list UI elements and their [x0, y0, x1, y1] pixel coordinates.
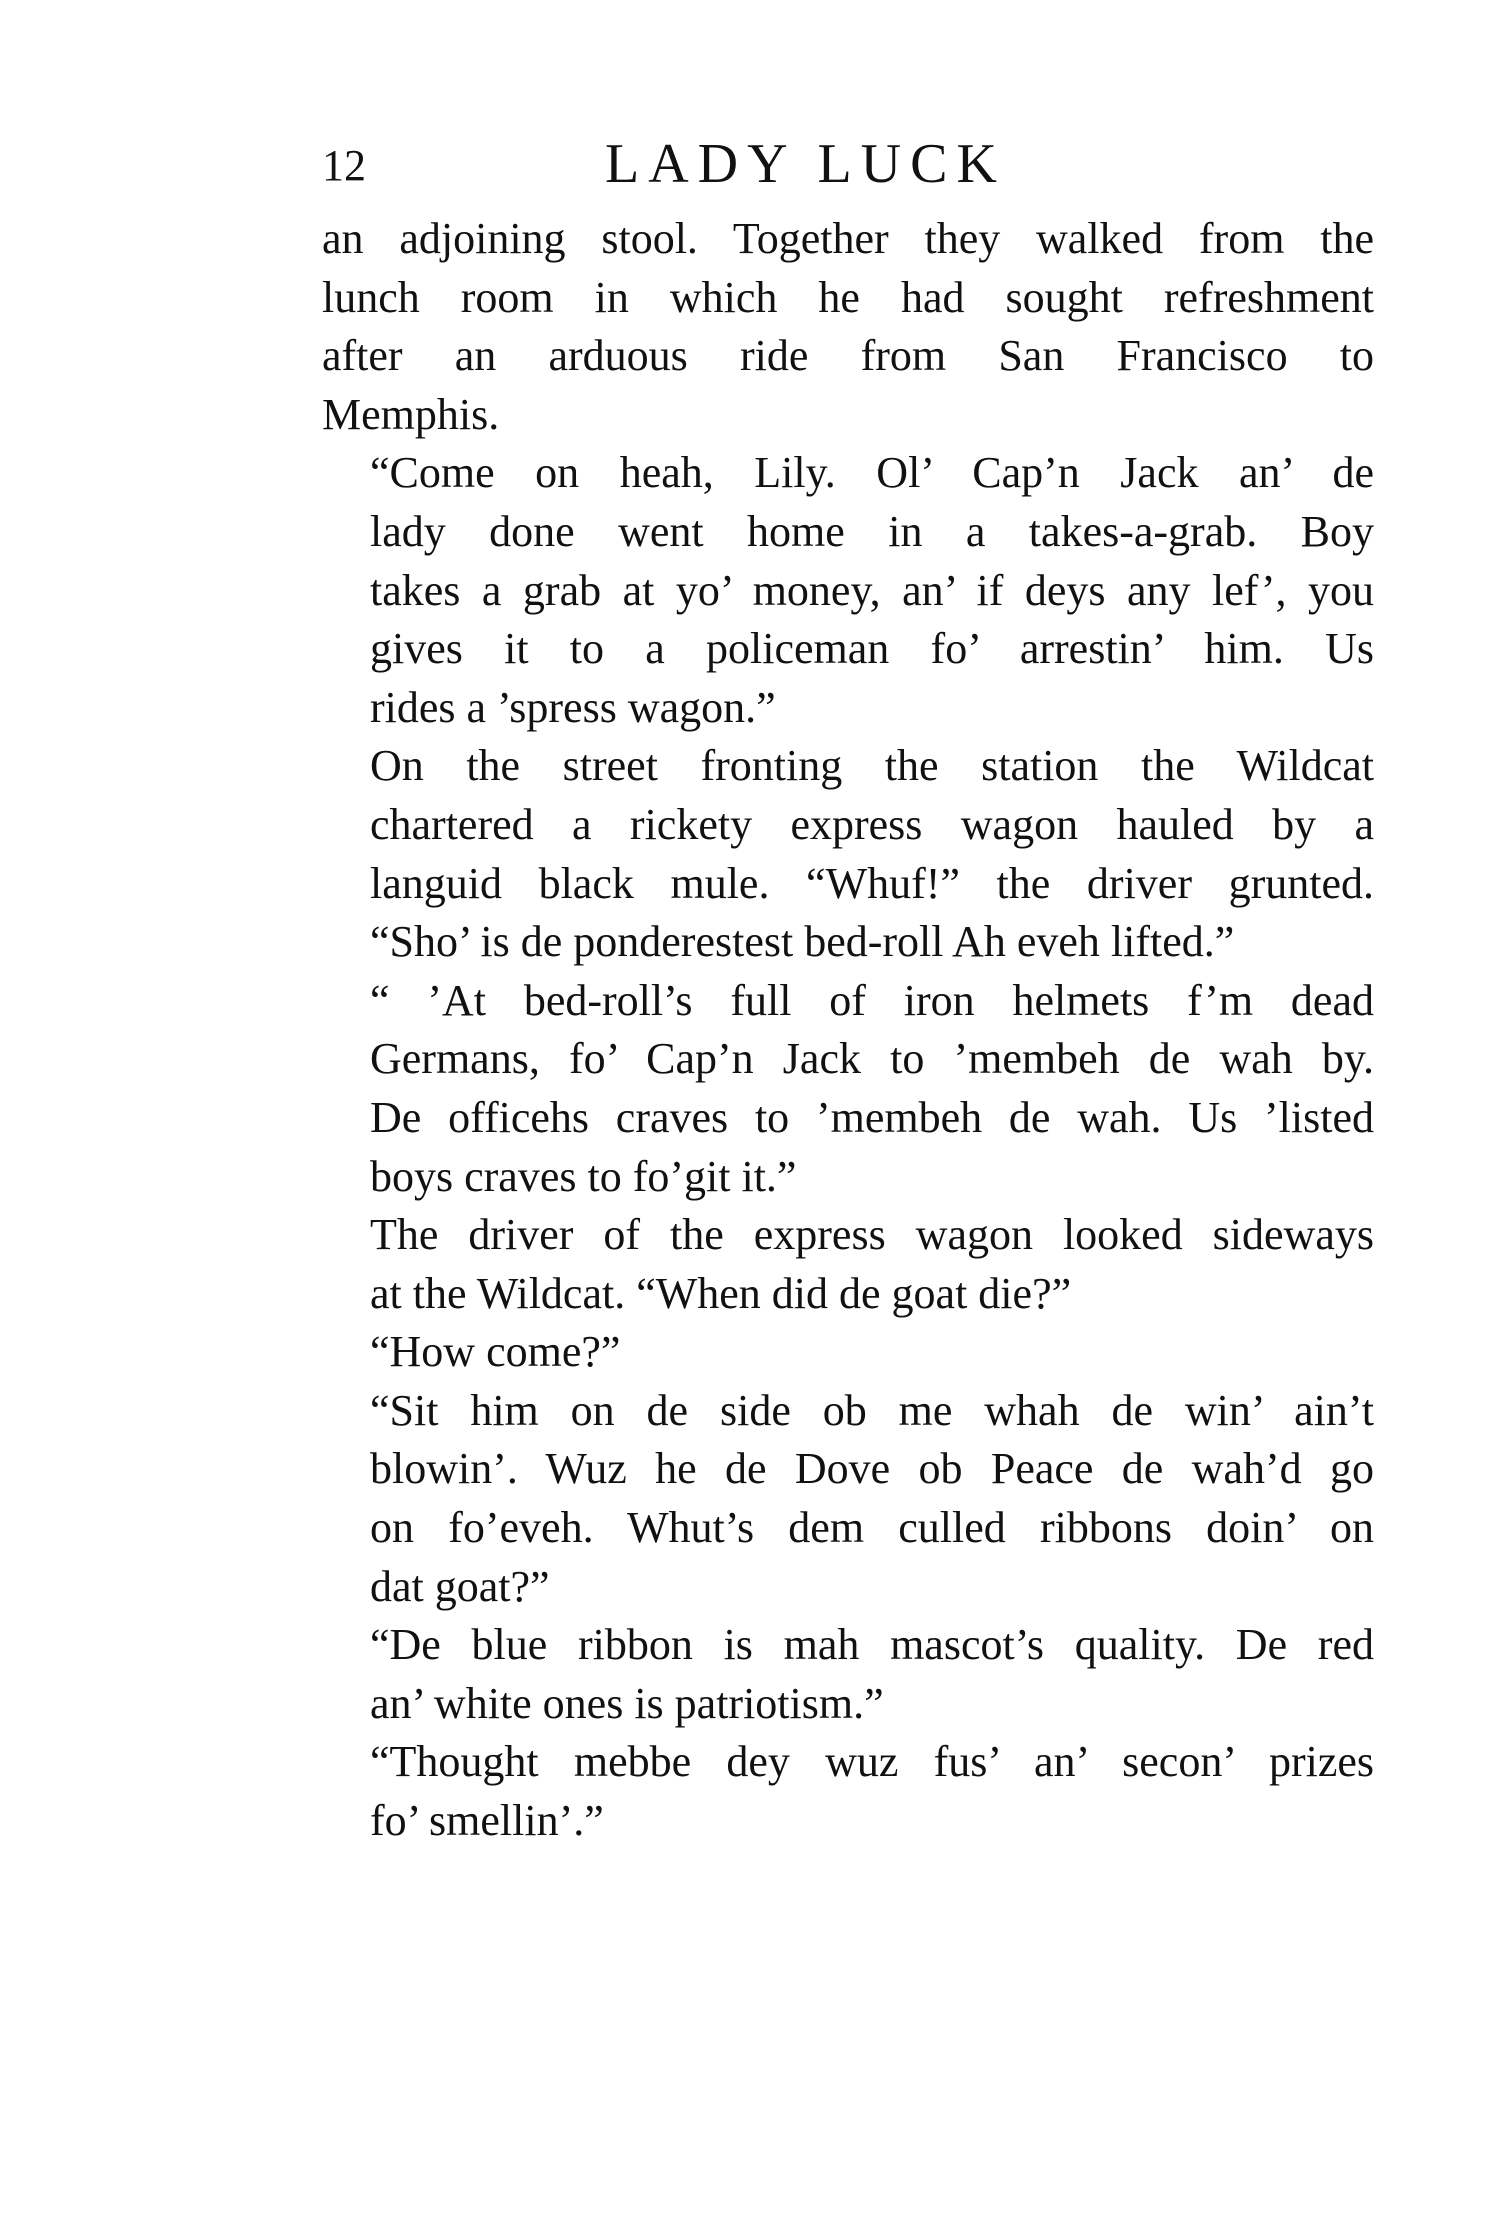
running-title: LADY LUCK	[605, 133, 1006, 195]
paragraph	[322, 737, 1374, 971]
paragraph	[322, 1616, 1374, 1733]
text-line: lady done went home in a takes-a-grab. Boy	[370, 506, 1374, 556]
text-line: “Come on heah, Lily. Ol’ Cap’n Jack an’ de	[370, 448, 1374, 498]
page-number: 12	[322, 141, 366, 190]
text-line: on fo’eveh. Whut’s dem culled ribbons doin’ on	[370, 1503, 1374, 1553]
text-line: languid black mule. “Whuf!” the driver grunted.	[370, 858, 1374, 908]
text-line: an’ white ones is patriotism.”	[370, 1678, 884, 1728]
body-text	[322, 210, 1374, 1851]
text-line: Germans, fo’ Cap’n Jack to ’membeh de wah by.	[370, 1034, 1374, 1084]
text-line: The driver of the express wagon looked sideways	[370, 1210, 1374, 1260]
text-line: takes a grab at yo’ money, an’ if deys any lef’, you	[370, 565, 1374, 615]
text-line: chartered a rickety express wagon hauled by a	[370, 799, 1374, 849]
paragraph	[322, 1733, 1374, 1850]
text-line: De officehs craves to ’membeh de wah. Us ’listed	[370, 1092, 1374, 1142]
text-line: lunch room in which he had sought refreshment	[322, 272, 1374, 322]
paragraph	[322, 1206, 1374, 1323]
text-line: “How come?”	[370, 1327, 621, 1377]
running-head	[322, 132, 1372, 202]
paragraph	[322, 972, 1374, 1206]
text-line: fo’ smellin’.”	[370, 1796, 604, 1846]
paragraph	[322, 1382, 1374, 1616]
text-line: at the Wildcat. “When did de goat die?”	[370, 1268, 1072, 1318]
text-line: Memphis.	[322, 389, 500, 439]
text-line: an adjoining stool. Together they walked from the	[322, 214, 1374, 263]
text-line: dat goat?”	[370, 1561, 550, 1611]
text-line: blowin’. Wuz he de Dove ob Peace de wah’d go	[370, 1444, 1374, 1494]
text-line: On the street fronting the station the Wildcat	[370, 741, 1374, 791]
paragraph	[322, 444, 1374, 737]
paragraph	[322, 1323, 1374, 1382]
paragraph	[322, 210, 1374, 444]
text-line: boys craves to fo’git it.”	[370, 1151, 797, 1201]
text-line: rides a ’spress wagon.”	[370, 682, 776, 732]
text-line: “ ’At bed-roll’s full of iron helmets f’m dead	[370, 975, 1374, 1025]
text-line: after an arduous ride from San Francisco to	[322, 331, 1374, 381]
text-line: gives it to a policeman fo’ arrestin’ him. Us	[370, 624, 1374, 674]
text-line: “Sho’ is de ponderestest bed-roll Ah eveh lifted.”	[370, 917, 1235, 967]
text-line: “Thought mebbe dey wuz fus’ an’ secon’ prizes	[370, 1737, 1374, 1787]
text-line: “Sit him on de side ob me whah de win’ ain’t	[370, 1385, 1374, 1435]
text-line: “De blue ribbon is mah mascot’s quality. De red	[370, 1620, 1374, 1670]
